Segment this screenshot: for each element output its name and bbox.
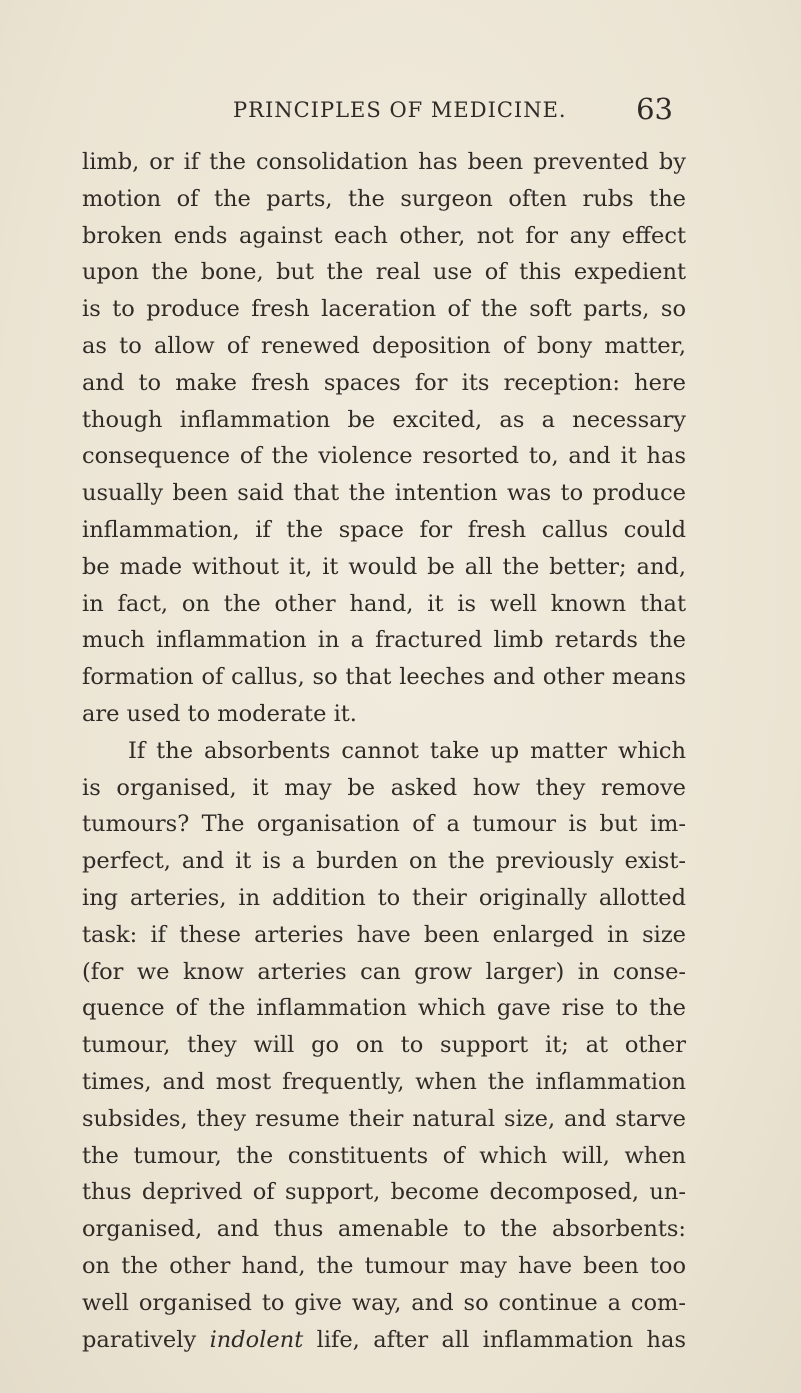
text-line: on the other hand, the tumour may have been too [82, 1252, 686, 1279]
text-line: the tumour, the constituents of which will, when [82, 1142, 686, 1169]
text-line: times, and most frequently, when the inflammation [82, 1068, 686, 1095]
text-line: (for we know arteries can grow larger) in conse- [82, 958, 686, 985]
text-line: limb, or if the consolidation has been prevented by [82, 149, 686, 175]
text-line: broken ends against each other, not for any effect [82, 222, 686, 249]
text-line: well organised to give way, and so continue a com- [82, 1289, 686, 1316]
text-line: consequence of the violence resorted to, and it has [82, 443, 686, 470]
text-line: though inflammation be excited, as a necessary [82, 406, 686, 433]
text-line: task: if these arteries have been enlarged in size [82, 921, 686, 948]
running-head-title: PRINCIPLES OF MEDICINE. [233, 98, 567, 122]
page-number: 63 [636, 92, 673, 126]
text-line: ing arteries, in addition to their originally allotted [82, 884, 686, 911]
italic-word: indolent [209, 1326, 304, 1353]
text-line: much inflammation in a fractured limb retards the [82, 627, 686, 654]
text-line: and to make fresh spaces for its reception: here [82, 369, 686, 396]
text-line: as to allow of renewed deposition of bony matter, [82, 332, 686, 359]
text-line: thus deprived of support, become decomposed, un- [82, 1179, 686, 1206]
text-line: usually been said that the intention was to produce [82, 480, 686, 507]
text-line: in fact, on the other hand, it is well known that [82, 590, 686, 617]
text-segment: life, after all inflammation has [303, 1326, 687, 1353]
text-line: tumours? The organisation of a tumour is but im- [82, 811, 686, 838]
text-line: quence of the inflammation which gave rise to the [82, 995, 686, 1022]
paragraph-first-line: If the absorbents cannot take up matter which [128, 737, 686, 764]
text-line: are used to moderate it. [82, 700, 357, 727]
body-text [82, 144, 686, 1358]
text-line: is organised, it may be asked how they remove [82, 774, 686, 801]
text-line: is to produce fresh laceration of the soft parts, so [82, 296, 686, 323]
text-line: upon the bone, but the real use of this expedient [82, 259, 686, 286]
text-line-with-italic [82, 1322, 686, 1359]
text-line: subsides, they resume their natural size, and starve [82, 1105, 686, 1132]
text-line: motion of the parts, the surgeon often rubs the [82, 185, 686, 212]
text-line: formation of callus, so that leeches and other means [82, 664, 686, 691]
text-line: perfect, and it is a burden on the previously exist- [82, 848, 686, 875]
running-head [233, 92, 673, 132]
text-segment: paratively [82, 1326, 210, 1353]
text-line: organised, and thus amenable to the absorbents: [82, 1216, 686, 1243]
text-line: inflammation, if the space for fresh callus could [82, 516, 686, 543]
text-line: tumour, they will go on to support it; at other [82, 1032, 686, 1059]
text-line: be made without it, it would be all the better; and, [82, 553, 686, 580]
